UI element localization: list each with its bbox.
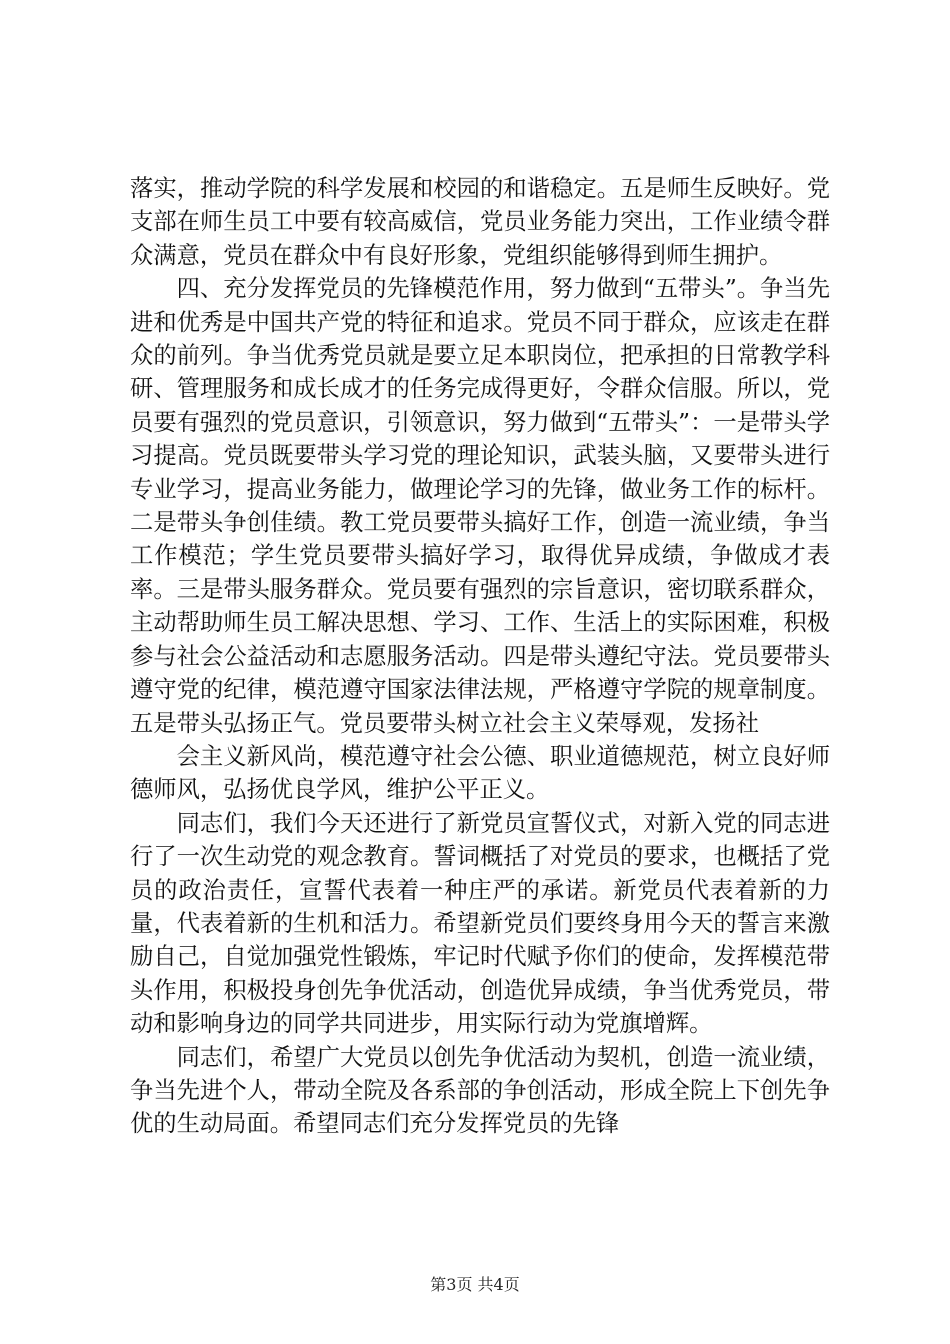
paragraph-continuation: 落实，推动学院的科学发展和校园的和谐稳定。五是师生反映好。党支部在师生员工中要有较高威信，党员业务能力突出，工作业绩令群众满意，党员在群众中有良好形象，党组织能够得到师生拥护。 xyxy=(130,175,830,269)
page-number-footer: 第3页 共4页 xyxy=(430,1275,520,1294)
paragraph-oath-ceremony: 同志们，我们今天还进行了新党员宣誓仪式，对新入党的同志进行了一次生动党的观念教育。誓词概括了对党员的要求，也概括了党员的政治责任，宣誓代表着一种庄严的承诺。新党员代表着新的力量，代表着新的生机和活力。希望新党员们要终身用今天的誓言来激励自己，自觉加强党性锻炼，牢记时代赋予你们的使命，发挥模范带头作用，积极投身创先争优活动，创造优异成绩，争当优秀党员，带动和影响身边的同学共同进步，用实际行动为党旗增辉。 xyxy=(130,809,830,1038)
document-body xyxy=(130,172,830,1141)
paragraph-closing-hope: 同志们，希望广大党员以创先争优活动为契机，创造一流业绩，争当先进个人，带动全院及各系部的争创活动，形成全院上下创先争优的生动局面。希望同志们充分发挥党员的先锋 xyxy=(130,1043,830,1138)
paragraph-five-leads: 四、充分发挥党员的先锋模范作用，努力做到“五带头”。争当先进和优秀是中国共产党的特征和追求。党员不同于群众，应该走在群众的前列。争当优秀党员就是要立足本职岗位，把承担的日常教学科研、管理服务和成长成才的任务完成得更好，令群众信服。所以，党员要有强烈的党员意识，引领意识，努力做到“五带头”：一是带头学习提高。党员既要带头学习党的理论知识，武装头脑，又要带头进行专业学习，提高业务能力，做理论学习的先锋，做业务工作的标杆。二是带头争创佳绩。教工党员要带头搞好工作，创造一流业绩，争当工作模范；学生党员要带头搞好学习，取得优异成绩，争做成才表率。三是带头服务群众。党员要有强烈的宗旨意识，密切联系群众，主动帮助师生员工解决思想、学习、工作、生活上的实际困难，积极参与社会公益活动和志愿服务活动。四是带头遵纪守法。党员要带头遵守党的纪律，模范遵守国家法律法规，严格遵守学院的规章制度。五是带头弘扬正气。党员要带头树立社会主义荣辱观，发扬社 xyxy=(130,275,830,737)
paragraph-new-customs: 会主义新风尚，模范遵守社会公德、职业道德规范，树立良好师德师风，弘扬优良学风，维护公平正义。 xyxy=(130,742,830,804)
